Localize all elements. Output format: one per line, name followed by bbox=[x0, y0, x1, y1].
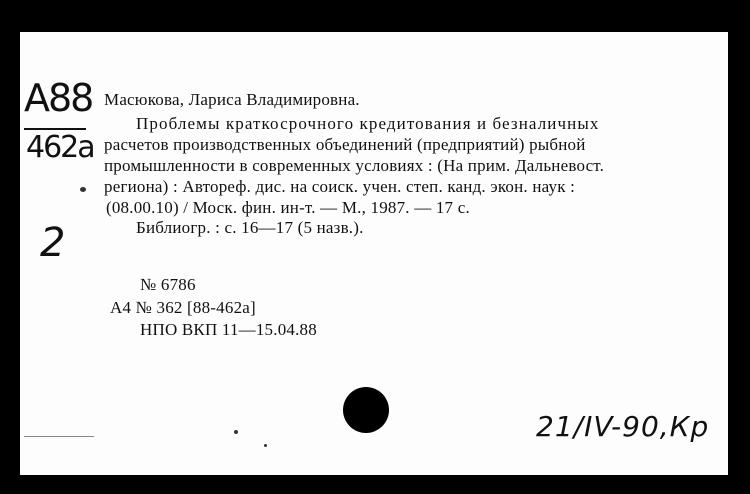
call-number-top: А88 bbox=[24, 76, 93, 120]
title-line-1: Проблемы краткосрочного кредитования и безналичных bbox=[136, 114, 600, 133]
catalog-card bbox=[20, 32, 728, 475]
scan-speck bbox=[234, 430, 238, 434]
scan-speck bbox=[24, 436, 94, 437]
handwritten-mark: 2 bbox=[40, 220, 66, 266]
title-line-2: расчетов производственных объединений (предприятий) рыбной bbox=[104, 135, 586, 154]
author-name: Масюкова, Лариса Владимировна. bbox=[104, 90, 360, 109]
bibliography-note: Библиогр. : с. 16—17 (5 назв.). bbox=[136, 218, 364, 237]
npo-vkp-line: НПО ВКП 11—15.04.88 bbox=[140, 320, 317, 339]
scan-speck bbox=[264, 444, 267, 447]
registration-number: № 6786 bbox=[140, 275, 196, 294]
scan-speck bbox=[80, 187, 86, 192]
title-line-4: региона) : Автореф. дис. на соиск. учен. степ. канд. экон. наук : bbox=[104, 177, 576, 196]
punch-hole bbox=[343, 387, 389, 433]
a4-inventory-line: А4 № 362 [88-462а] bbox=[110, 298, 256, 317]
handwritten-date: 21/IV-90,Кр bbox=[536, 410, 710, 443]
title-line-5: (08.00.10) / Моск. фин. ин-т. — М., 1987. — 17 с. bbox=[106, 198, 470, 217]
title-line-3: промышленности в современных условиях : (На прим. Дальневост. bbox=[104, 156, 605, 175]
call-number-bottom: 462а bbox=[26, 130, 94, 165]
